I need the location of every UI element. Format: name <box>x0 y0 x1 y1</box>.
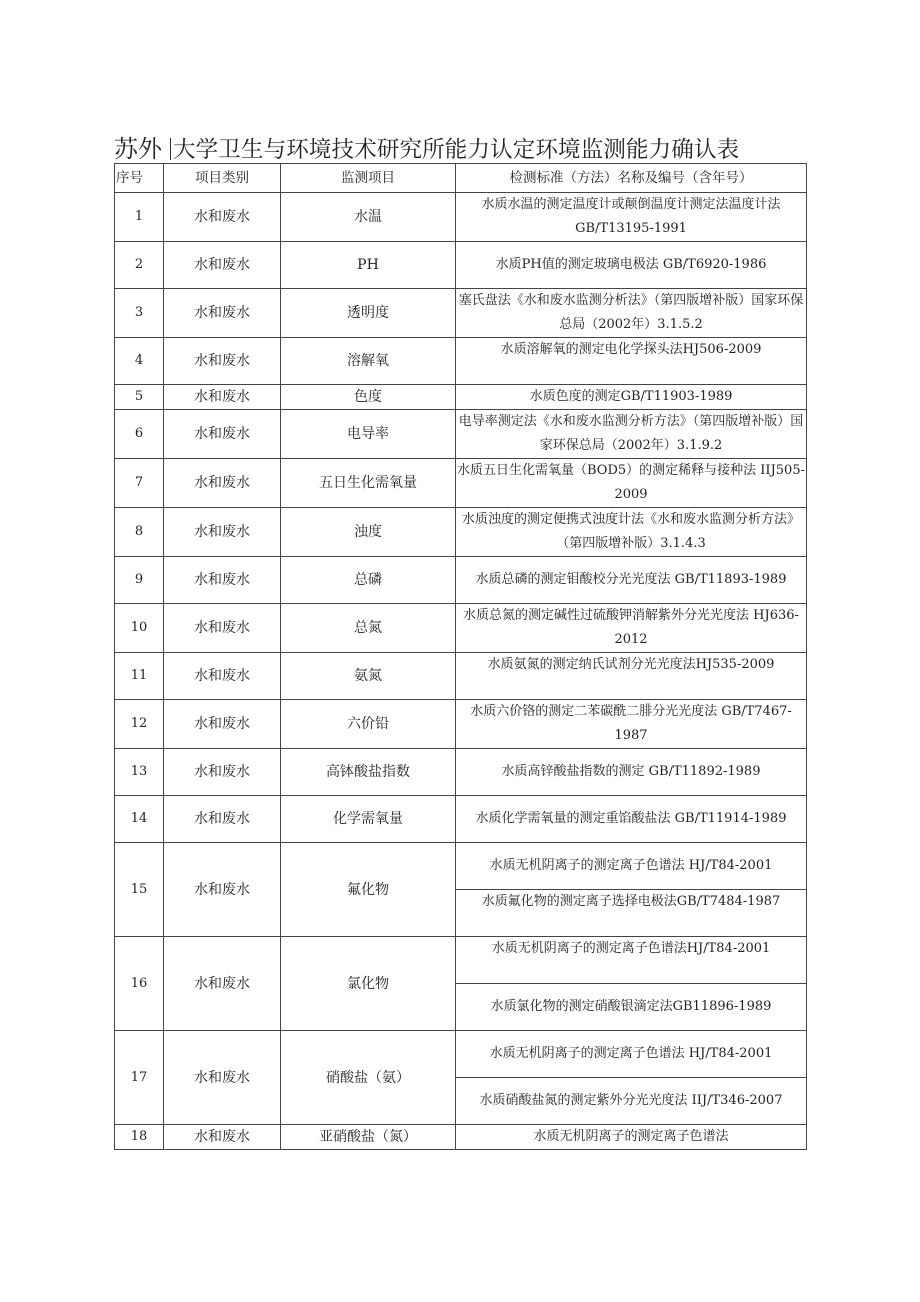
row-item: 透明度 <box>281 289 456 338</box>
row-item: 五日生化需氧量 <box>281 459 456 508</box>
row-item: 化学需氧量 <box>281 796 456 843</box>
row-item: 总磷 <box>281 557 456 604</box>
row-number: 6 <box>115 410 164 459</box>
table-row <box>115 937 807 984</box>
row-item: 色度 <box>281 385 456 410</box>
row-standard: 水质色度的测定GB/T11903-1989 <box>456 385 807 410</box>
row-standard: 水质总氮的测定碱性过硫酸钾消解紫外分光光度法 HJ636-2012 <box>456 604 807 653</box>
row-number: 10 <box>115 604 164 653</box>
table-row <box>115 459 807 508</box>
table-row <box>115 193 807 242</box>
table-row <box>115 508 807 557</box>
table-row <box>115 289 807 338</box>
row-category: 水和废水 <box>164 749 281 796</box>
row-number: 8 <box>115 508 164 557</box>
row-number: 18 <box>115 1125 164 1150</box>
row-category: 水和废水 <box>164 1125 281 1150</box>
row-number: 9 <box>115 557 164 604</box>
row-category: 水和废水 <box>164 843 281 937</box>
row-standard: 水质溶解氧的测定电化学探头法HJ506-2009 <box>456 338 807 385</box>
row-item: 六价铅 <box>281 700 456 749</box>
title-part-2: 大学卫生与环境技术研究所能力认定环境监测能力确认表 <box>173 137 740 163</box>
row-number: 13 <box>115 749 164 796</box>
table-row <box>115 796 807 843</box>
row-category: 水和废水 <box>164 508 281 557</box>
row-item: 亚硝酸盐（氮） <box>281 1125 456 1150</box>
row-item: 总氮 <box>281 604 456 653</box>
row-category: 水和废水 <box>164 604 281 653</box>
row-item: 水温 <box>281 193 456 242</box>
row-number: 14 <box>115 796 164 843</box>
header-seq: 序号 <box>115 164 164 193</box>
row-standard: 水质六价铬的测定二苯碳酰二腓分光光度法 GB/T7467-1987 <box>456 700 807 749</box>
row-category: 水和废水 <box>164 700 281 749</box>
row-number: 2 <box>115 242 164 289</box>
row-number: 5 <box>115 385 164 410</box>
title-divider <box>170 138 171 160</box>
row-standard: 水质高锌酸盐指数的测定 GB/T11892-1989 <box>456 749 807 796</box>
row-number: 4 <box>115 338 164 385</box>
table-row <box>115 410 807 459</box>
table-row <box>115 338 807 385</box>
table-row <box>115 385 807 410</box>
row-category: 水和废水 <box>164 796 281 843</box>
row-item: 硝酸盐（氨） <box>281 1031 456 1125</box>
row-number: 11 <box>115 653 164 700</box>
row-standard: 水质无机阴离子的测定离子色谱法 HJ/T84-2001 <box>456 1031 807 1078</box>
table-row <box>115 242 807 289</box>
row-category: 水和废水 <box>164 289 281 338</box>
row-item: 氨氮 <box>281 653 456 700</box>
table-header-row <box>115 164 807 193</box>
row-item: 高钵酸盐指数 <box>281 749 456 796</box>
row-category: 水和废水 <box>164 193 281 242</box>
row-category: 水和废水 <box>164 459 281 508</box>
row-number: 3 <box>115 289 164 338</box>
row-item: 溶解氧 <box>281 338 456 385</box>
row-item: 氯化物 <box>281 937 456 1031</box>
capability-table <box>114 163 807 1150</box>
document-title <box>114 134 806 164</box>
row-standard: 水质无机阴离子的测定离子色谱法 HJ/T84-2001 <box>456 843 807 890</box>
row-item: 电导率 <box>281 410 456 459</box>
row-standard: 水质五日生化需氧量（BOD5）的测定稀释与接种法 IIJ505-2009 <box>456 459 807 508</box>
row-category: 水和废水 <box>164 653 281 700</box>
row-standard: 水质水温的测定温度计或颠倒温度计测定法温度计法GB/T13195-1991 <box>456 193 807 242</box>
table-row <box>115 604 807 653</box>
row-category: 水和废水 <box>164 1031 281 1125</box>
row-standard: 水质PH值的测定玻璃电极法 GB/T6920-1986 <box>456 242 807 289</box>
row-category: 水和废水 <box>164 242 281 289</box>
table-row <box>115 1125 807 1150</box>
table-row <box>115 749 807 796</box>
row-number: 1 <box>115 193 164 242</box>
row-standard: 水质氟化物的测定离子选择电极法GB/T7484-1987 <box>456 890 807 937</box>
row-standard: 电导率测定法《水和废水监测分析方法》（第四版增补版）国家环保总局（2002年）3.1.9.2 <box>456 410 807 459</box>
row-number: 12 <box>115 700 164 749</box>
table-row <box>115 843 807 890</box>
header-standard: 检测标准（方法）名称及编号（含年号） <box>456 164 807 193</box>
row-number: 15 <box>115 843 164 937</box>
row-standard: 水质氨氮的测定纳氏试剂分光光度法HJ535-2009 <box>456 653 807 700</box>
table-row <box>115 557 807 604</box>
row-number: 16 <box>115 937 164 1031</box>
row-item: PH <box>281 242 456 289</box>
row-category: 水和废水 <box>164 410 281 459</box>
row-category: 水和废水 <box>164 557 281 604</box>
row-standard: 水质无机阴离子的测定离子色谱法 <box>456 1125 807 1150</box>
row-standard: 水质浊度的测定便携式浊度计法《水和废水监测分析方法》（第四版增补版）3.1.4.3 <box>456 508 807 557</box>
header-item: 监测项目 <box>281 164 456 193</box>
row-category: 水和废水 <box>164 937 281 1031</box>
title-part-1: 苏外 <box>114 135 162 163</box>
row-standard: 水质总磷的测定钼酸校分光光度法 GB/T11893-1989 <box>456 557 807 604</box>
row-standard: 水质无机阴离子的测定离子色谱法HJ/T84-2001 <box>456 937 807 984</box>
row-standard: 水质氯化物的测定硝酸银滴定法GB11896-1989 <box>456 984 807 1031</box>
table-row <box>115 700 807 749</box>
table-row <box>115 653 807 700</box>
row-standard: 水质硝酸盐氮的测定紫外分光光度法 IIJ/T346-2007 <box>456 1078 807 1125</box>
row-item: 氟化物 <box>281 843 456 937</box>
row-number: 17 <box>115 1031 164 1125</box>
row-standard: 塞氏盘法《水和废水监测分析法》（第四版增补版）国家环保总局（2002年）3.1.5.2 <box>456 289 807 338</box>
row-number: 7 <box>115 459 164 508</box>
row-item: 浊度 <box>281 508 456 557</box>
row-standard: 水质化学需氧量的测定重馅酸盐法 GB/T11914-1989 <box>456 796 807 843</box>
header-category: 项目类别 <box>164 164 281 193</box>
row-category: 水和废水 <box>164 338 281 385</box>
table-row <box>115 1031 807 1078</box>
row-category: 水和废水 <box>164 385 281 410</box>
